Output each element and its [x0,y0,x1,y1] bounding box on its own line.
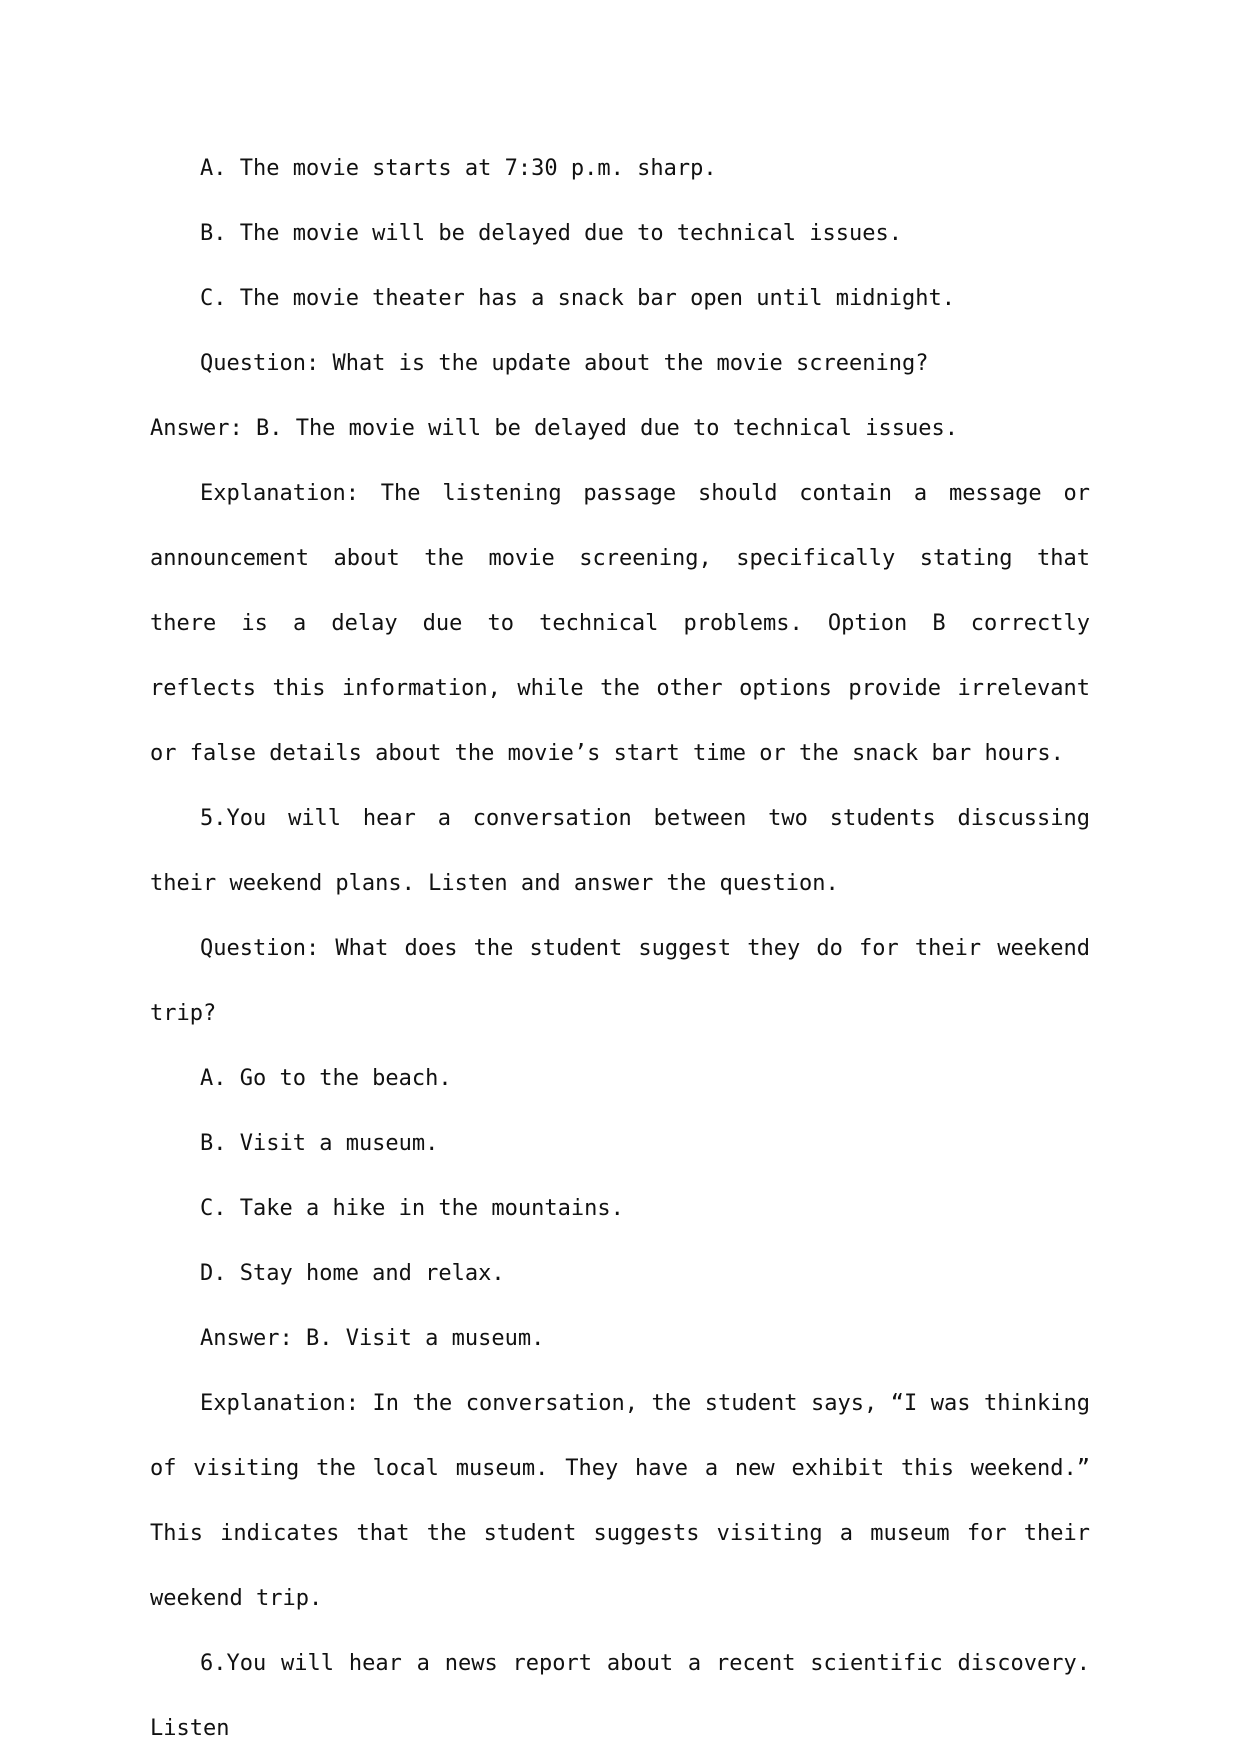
explanation-movie: Explanation: The listening passage should contain a message or announcement about the movie screening, specifically stating that there is a delay due to technical problems. Option B correctly reflects this information, while the other options provide irrelevant or false details about the movie’s start time or the snack bar hours. [150,481,1090,766]
option-c-movie: C. The movie theater has a snack bar open until midnight. [200,286,955,311]
option-a-weekend: A. Go to the beach. [200,1066,452,1091]
option-d-weekend: D. Stay home and relax. [200,1261,505,1286]
option-c-weekend: C. Take a hike in the mountains. [200,1196,624,1221]
option-b-movie: B. The movie will be delayed due to technical issues. [200,221,902,246]
item-5-prompt: 5.You will hear a conversation between two students discussing their weekend plans. Listen and answer the question. [150,806,1090,896]
answer-movie: Answer: B. The movie will be delayed due to technical issues. [150,416,958,441]
option-b-weekend: B. Visit a museum. [200,1131,439,1156]
option-a-movie: A. The movie starts at 7:30 p.m. sharp. [200,156,717,181]
document-page [150,136,1090,1761]
answer-weekend: Answer: B. Visit a museum. [200,1326,545,1351]
question-movie: Question: What is the update about the movie screening? [200,351,929,376]
item-6-prompt: 6.You will hear a news report about a recent scientific discovery. Listen [150,1651,1090,1741]
explanation-weekend: Explanation: In the conversation, the student says, “I was thinking of visiting the local museum. They have a new exhibit this weekend.” This indicates that the student suggests visiting a museum for their weekend trip. [150,1391,1090,1611]
question-weekend: Question: What does the student suggest they do for their weekend trip? [150,936,1090,1026]
